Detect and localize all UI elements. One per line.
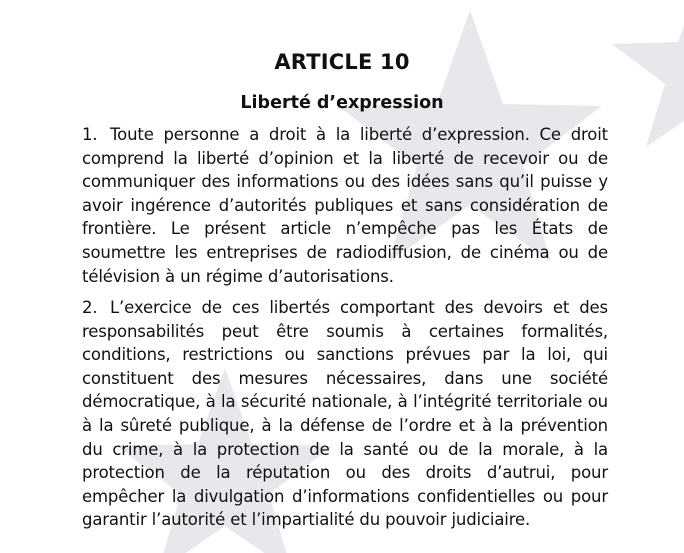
paragraph-2-text: L’exercice de ces libertés comportant des devoirs et des responsabilités peut être soumis à certaines formalités, conditions, restrictions ou sanctions prévues par la loi, qui constituent des mesures nécessaires, dans une société démocratique, à la sécurité nationale, à l’intégrité territoriale ou à la sûreté publique, à la défense de l’ordre et à la prévention du crime, à la protection de la santé ou de la morale, à la protection de la réputation ou des droits d’autrui, pour empêcher la divulgation d’informations confidentielles ou pour garantir l’autorité et l’impartialité du pouvoir judiciaire. <box>82 298 608 530</box>
paragraph-1 <box>82 123 608 288</box>
article-subtitle: Liberté d’expression <box>240 93 444 113</box>
paragraph-1-text: Toute personne a droit à la liberté d’expression. Ce droit comprend la liberté d’opinion et la liberté de recevoir ou de communiquer des informations ou des idées sans qu’il puisse y avoir ingérence d’autorités publiques et sans considération de frontière. Le présent article n’empêche pas les États de soumettre les entreprises de radiodiffusion, de cinéma ou de télévision à un régime d’autorisations. <box>82 125 608 286</box>
paragraph-2 <box>82 296 608 532</box>
paragraph-2-number: 2. <box>82 298 98 317</box>
article-title: ARTICLE 10 <box>274 50 410 74</box>
paragraph-1-number: 1. <box>82 125 98 144</box>
